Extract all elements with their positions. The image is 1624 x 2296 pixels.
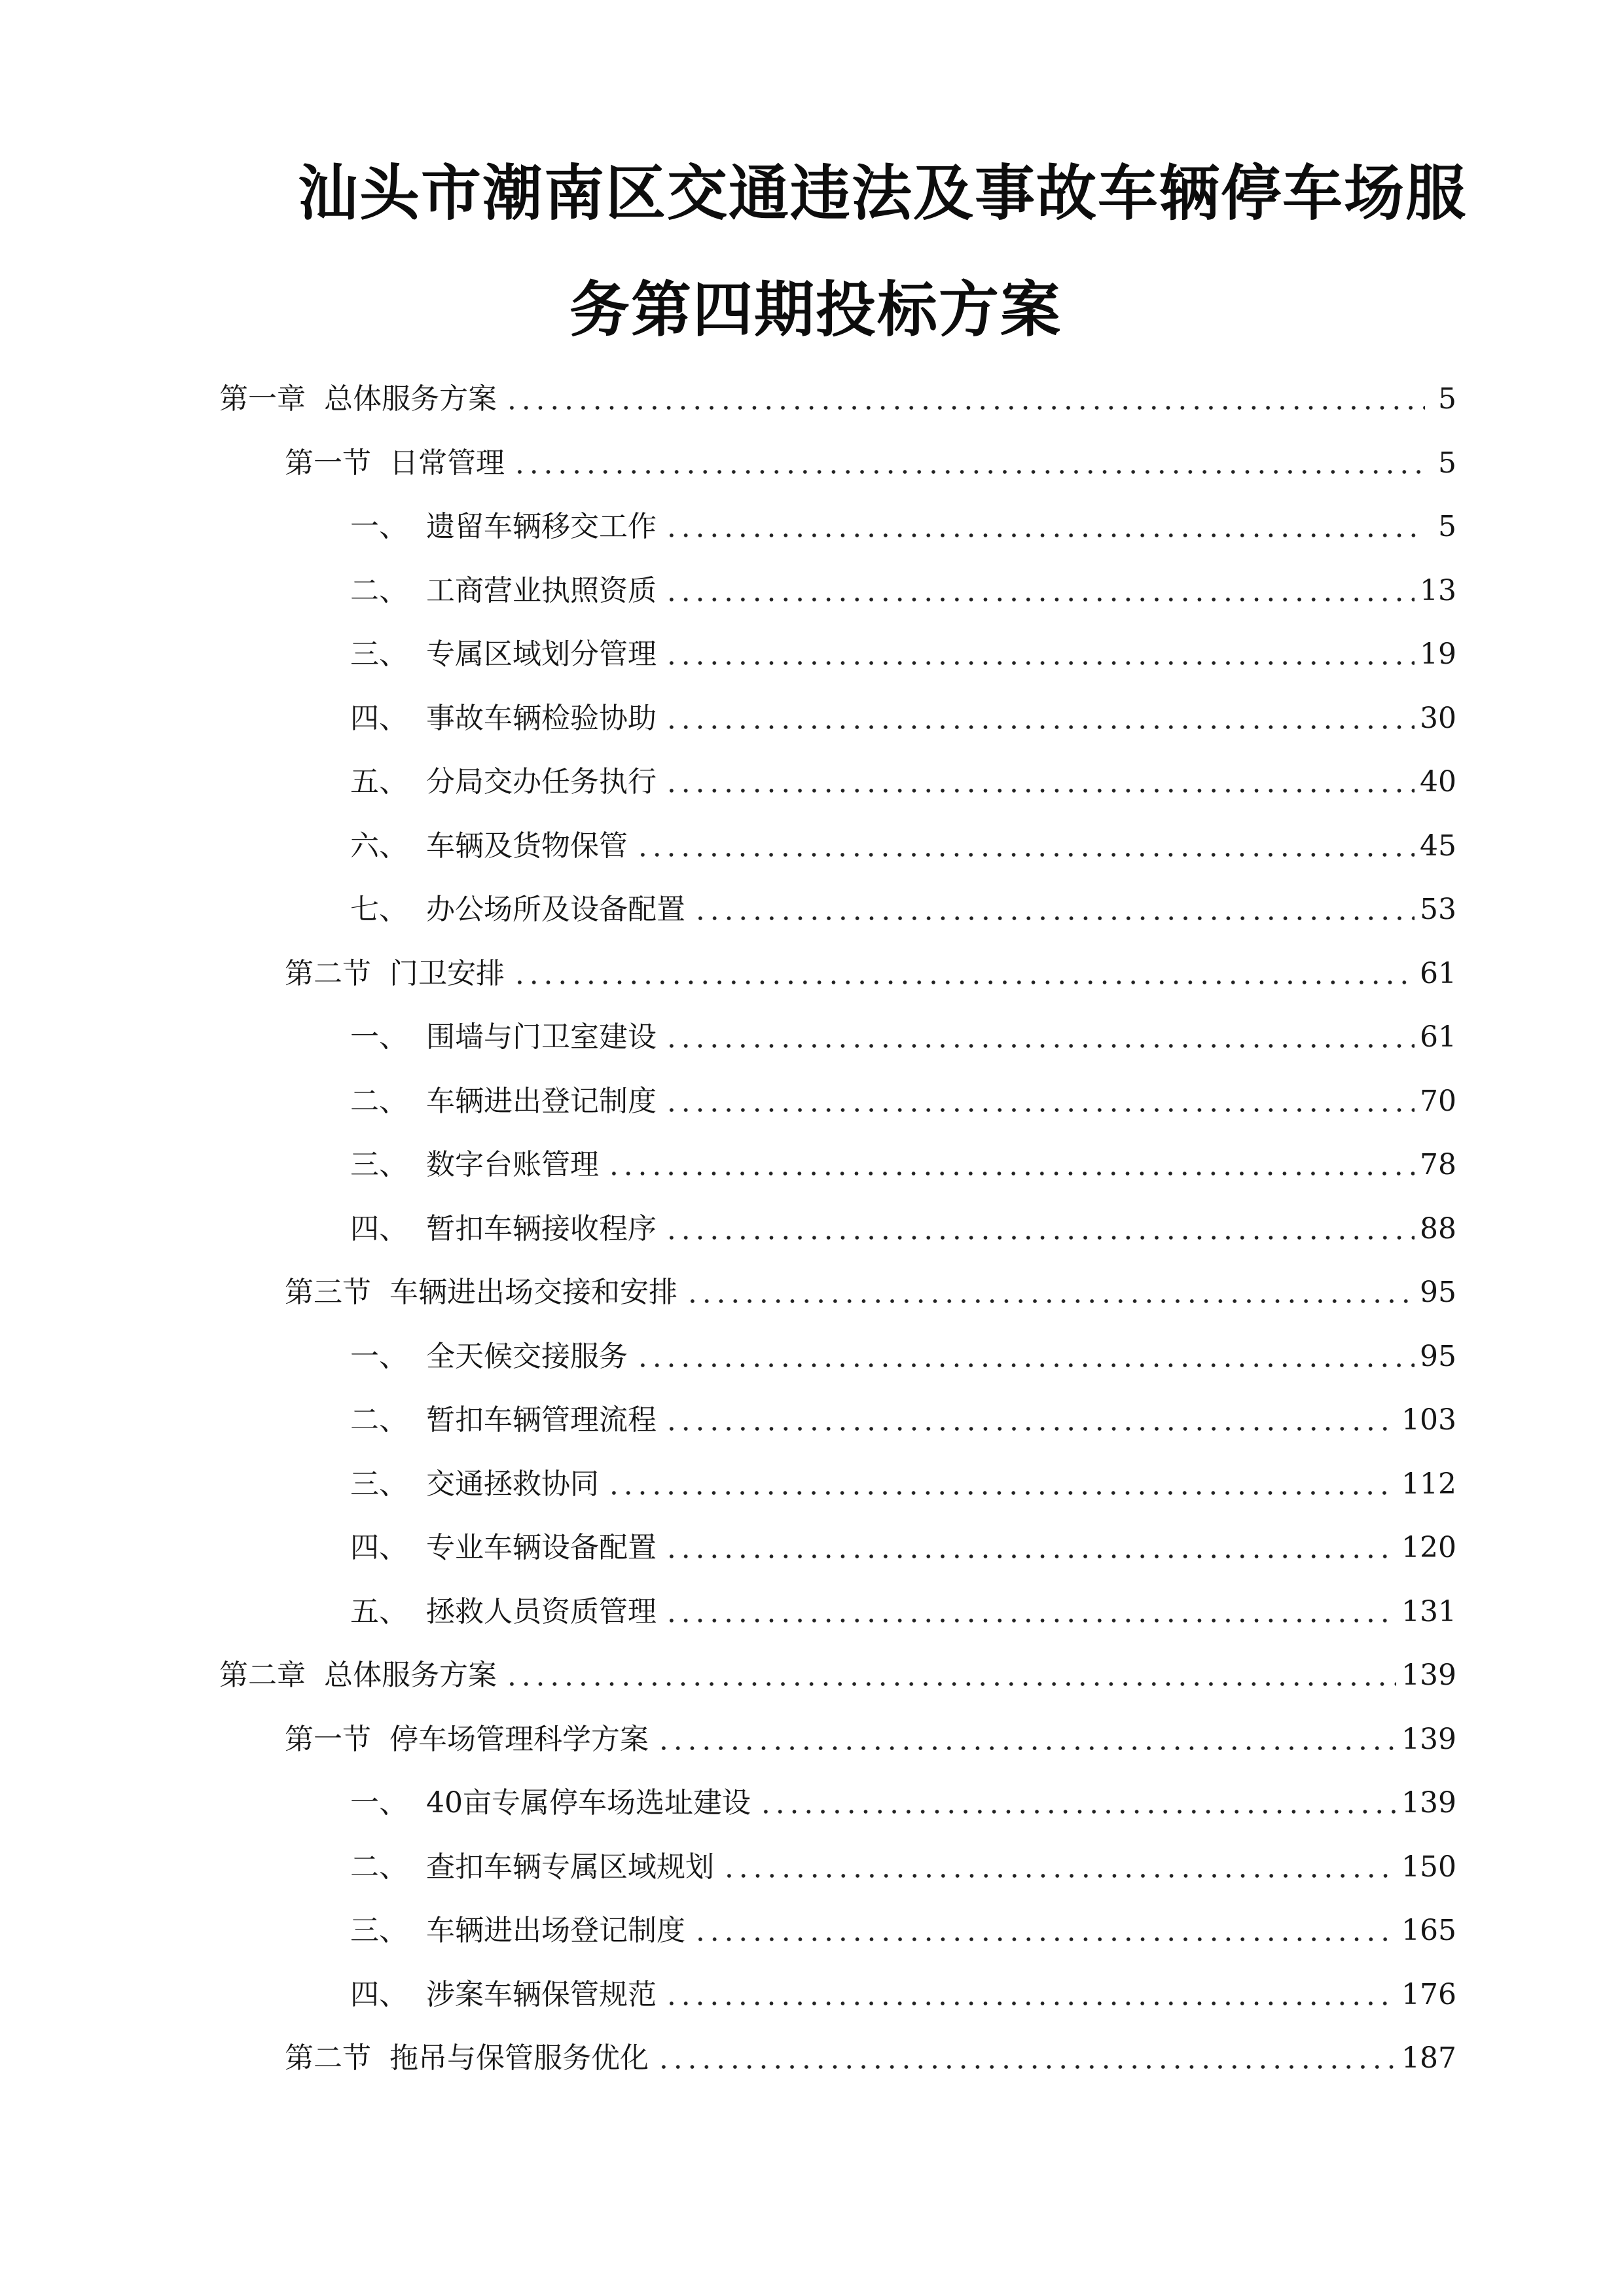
toc-entry-label (350, 635, 659, 674)
toc-entry-label (350, 1465, 602, 1504)
toc-page-number: 95 (1420, 1276, 1456, 1309)
toc-entry[interactable] (285, 444, 1456, 483)
toc-entry-label (350, 1337, 630, 1376)
toc-entry-text: 专业车辆设备配置 (426, 1531, 657, 1564)
toc-dot-leader (659, 1528, 1401, 1568)
toc-page-number: 61 (1420, 1020, 1456, 1054)
toc-dot-leader (499, 380, 1430, 419)
toc-entry-number: 四、 (350, 1977, 408, 2011)
toc-page-number: 78 (1420, 1148, 1456, 1181)
toc-entry-label (350, 1082, 659, 1121)
toc-entry-label (350, 571, 659, 611)
toc-dot-leader (602, 1465, 1401, 1504)
toc-entry-text: 日常管理 (389, 446, 505, 480)
toc-entry-text: 涉案车辆保管规范 (426, 1977, 657, 2011)
toc-entry[interactable] (350, 1082, 1456, 1121)
toc-entry-number: 二、 (350, 1850, 408, 1884)
toc-page-number: 88 (1420, 1211, 1456, 1246)
toc-page-number: 45 (1420, 829, 1456, 863)
toc-page-number: 131 (1401, 1594, 1456, 1628)
toc-entry-number: 四、 (350, 701, 408, 735)
toc-page-number: 95 (1420, 1339, 1456, 1373)
toc-entry-label (350, 1401, 659, 1440)
toc-entry-number: 一、 (350, 1339, 408, 1373)
toc-dot-leader (659, 571, 1420, 611)
toc-page-number: 176 (1401, 1977, 1456, 2011)
toc-entry-label (285, 2039, 651, 2078)
toc-entry-text: 数字台账管理 (426, 1148, 599, 1181)
toc-entry-number: 一、 (350, 1786, 408, 1820)
toc-dot-leader (753, 1784, 1401, 1823)
toc-entry[interactable] (350, 1465, 1456, 1504)
toc-page-number: 139 (1401, 1786, 1456, 1820)
toc-page-number: 61 (1420, 956, 1456, 990)
toc-entry-label (350, 762, 659, 802)
toc-entry-number: 第二节 (285, 2041, 371, 2075)
toc-entry-label (285, 444, 507, 483)
toc-page-number: 30 (1420, 701, 1456, 735)
toc-entry[interactable] (350, 635, 1456, 674)
toc-entry-label (350, 507, 659, 547)
toc-dot-leader (602, 1145, 1420, 1185)
toc-dot-leader (651, 1720, 1401, 1759)
toc-dot-leader (680, 1273, 1420, 1312)
toc-entry-text: 事故车辆检验协助 (426, 701, 657, 735)
toc-entry[interactable] (350, 827, 1456, 866)
toc-entry-number: 七、 (350, 893, 408, 926)
toc-entry-label (350, 1911, 688, 1950)
toc-dot-leader (659, 699, 1420, 738)
toc-entry-number: 三、 (350, 1914, 408, 1947)
toc-entry-label (350, 1145, 602, 1185)
toc-page-number: 5 (1438, 446, 1456, 480)
toc-dot-leader (659, 1210, 1420, 1249)
toc-dot-leader (659, 635, 1420, 674)
toc-entry-text: 车辆进出登记制度 (426, 1084, 657, 1118)
toc-entry[interactable] (350, 762, 1456, 802)
toc-entry-label (350, 699, 659, 738)
toc-entry[interactable] (350, 1528, 1456, 1568)
toc-page-number: 150 (1401, 1850, 1456, 1884)
toc-entry-text: 总体服务方案 (324, 1659, 497, 1692)
toc-entry-text: 专属区域划分管理 (426, 637, 657, 671)
toc-entry-text: 围墙与门卫室建设 (426, 1020, 657, 1054)
toc-entry-label (219, 1656, 499, 1695)
toc-dot-leader (659, 507, 1430, 547)
toc-entry-label (350, 1018, 659, 1057)
toc-dot-leader (717, 1848, 1401, 1887)
toc-page-number: 5 (1438, 382, 1456, 416)
toc-entry-number: 二、 (350, 573, 408, 607)
toc-entry-text: 办公场所及设备配置 (426, 893, 685, 926)
toc-page-number: 103 (1401, 1403, 1456, 1437)
toc-entry[interactable] (350, 1784, 1456, 1823)
toc-page-number: 112 (1401, 1467, 1456, 1501)
toc-entry-text: 车辆进出场登记制度 (426, 1914, 685, 1947)
toc-entry-label (350, 1784, 753, 1823)
toc-page-number: 70 (1420, 1084, 1456, 1118)
toc-entry-text: 拯救人员资质管理 (426, 1594, 657, 1628)
toc-entry-number: 第一节 (285, 1722, 371, 1756)
toc-page-number: 53 (1420, 893, 1456, 926)
toc-dot-leader (630, 827, 1420, 866)
toc-entry-number: 二、 (350, 1403, 408, 1437)
toc-entry-number: 五、 (350, 1594, 408, 1628)
toc-entry[interactable] (350, 1848, 1456, 1887)
toc-entry-label (350, 1848, 717, 1887)
toc-entry[interactable] (350, 1210, 1456, 1249)
toc-entry-label (350, 1592, 659, 1632)
toc-entry[interactable] (350, 890, 1456, 929)
toc-page-number: 19 (1420, 637, 1456, 671)
toc-entry-number: 二、 (350, 1084, 408, 1118)
toc-entry-label (285, 1273, 680, 1312)
toc-entry-text: 总体服务方案 (324, 382, 497, 416)
toc-entry[interactable] (350, 1975, 1456, 2015)
toc-entry-label (285, 1720, 651, 1759)
toc-entry-number: 第一章 (219, 382, 306, 416)
toc-entry-number: 三、 (350, 1148, 408, 1181)
toc-entry-text: 车辆及货物保管 (426, 829, 628, 863)
toc-page-number: 165 (1401, 1914, 1456, 1947)
toc-entry-number: 四、 (350, 1531, 408, 1564)
toc-entry-number: 第二章 (219, 1659, 306, 1692)
toc-entry[interactable] (285, 954, 1456, 994)
toc-entry-number: 第三节 (285, 1276, 371, 1309)
toc-page-number: 13 (1420, 573, 1456, 607)
toc-entry-number: 三、 (350, 1467, 408, 1501)
toc-entry-text: 遗留车辆移交工作 (426, 510, 657, 543)
toc-page-number: 40 (1420, 765, 1456, 798)
toc-entry-text: 分局交办任务执行 (426, 765, 657, 798)
toc-entry[interactable] (285, 2039, 1456, 2078)
toc-entry-text: 工商营业执照资质 (426, 573, 657, 607)
toc-entry[interactable] (285, 1720, 1456, 1759)
toc-entry-number: 第一节 (285, 446, 371, 480)
toc-entry-text: 门卫安排 (389, 956, 505, 990)
toc-entry-text: 暂扣车辆接收程序 (426, 1211, 657, 1246)
toc-entry[interactable] (350, 1911, 1456, 1950)
toc-entry-number: 六、 (350, 829, 408, 863)
toc-entry[interactable] (350, 1401, 1456, 1440)
toc-entry[interactable] (219, 380, 1456, 419)
toc-dot-leader (651, 2039, 1401, 2078)
toc-dot-leader (659, 1592, 1401, 1632)
toc-entry-label (285, 954, 507, 994)
toc-entry-label (350, 827, 630, 866)
toc-entry[interactable] (219, 1656, 1456, 1695)
toc-dot-leader (507, 954, 1420, 994)
document-title-line1: 汕头市潮南区交通违法及事故车辆停车场服 (298, 158, 1468, 228)
toc-dot-leader (630, 1337, 1420, 1376)
toc-dot-leader (659, 1018, 1420, 1057)
toc-entry-number: 三、 (350, 637, 408, 671)
toc-dot-leader (507, 444, 1430, 483)
toc-entry-text: 车辆进出场交接和安排 (389, 1276, 677, 1309)
toc-entry[interactable] (350, 699, 1456, 738)
toc-entry-number: 四、 (350, 1211, 408, 1246)
toc-dot-leader (688, 890, 1420, 929)
toc-entry-number: 一、 (350, 1020, 408, 1054)
toc-entry-label (219, 380, 499, 419)
toc-page-number: 139 (1401, 1722, 1456, 1756)
toc-dot-leader (659, 762, 1420, 802)
toc-entry-number: 第二节 (285, 956, 371, 990)
toc-page-number: 187 (1401, 2041, 1456, 2075)
toc-dot-leader (688, 1911, 1401, 1950)
toc-entry-text: 全天候交接服务 (426, 1339, 628, 1373)
toc-entry-label (350, 1975, 659, 2015)
toc-entry-text: 暂扣车辆管理流程 (426, 1403, 657, 1437)
toc-entry-text: 交通拯救协同 (426, 1467, 599, 1501)
toc-entry[interactable] (285, 1273, 1456, 1312)
toc-entry-number: 一、 (350, 510, 408, 543)
toc-dot-leader (659, 1082, 1420, 1121)
toc-dot-leader (659, 1975, 1401, 2015)
toc-entry-text: 查扣车辆专属区域规划 (426, 1850, 714, 1884)
toc-entry[interactable] (350, 507, 1456, 547)
toc-entry[interactable] (350, 1145, 1456, 1185)
toc-entry-text: 40亩专属停车场选址建设 (426, 1786, 751, 1820)
toc-entry[interactable] (350, 571, 1456, 611)
document-title-line2: 务第四期投标方案 (569, 275, 1062, 345)
toc-entry-text: 拖吊与保管服务优化 (389, 2041, 649, 2075)
toc-entry[interactable] (350, 1337, 1456, 1376)
toc-entry[interactable] (350, 1018, 1456, 1057)
toc-dot-leader (659, 1401, 1401, 1440)
toc-dot-leader (499, 1656, 1401, 1695)
toc-entry-text: 停车场管理科学方案 (389, 1722, 649, 1756)
toc-entry-label (350, 890, 688, 929)
toc-page-number: 5 (1438, 510, 1456, 543)
toc-page-number: 120 (1401, 1531, 1456, 1564)
toc-entry-label (350, 1528, 659, 1568)
toc-entry-number: 五、 (350, 765, 408, 798)
toc-entry[interactable] (350, 1592, 1456, 1632)
toc-page-number: 139 (1401, 1659, 1456, 1692)
toc-entry-label (350, 1210, 659, 1249)
